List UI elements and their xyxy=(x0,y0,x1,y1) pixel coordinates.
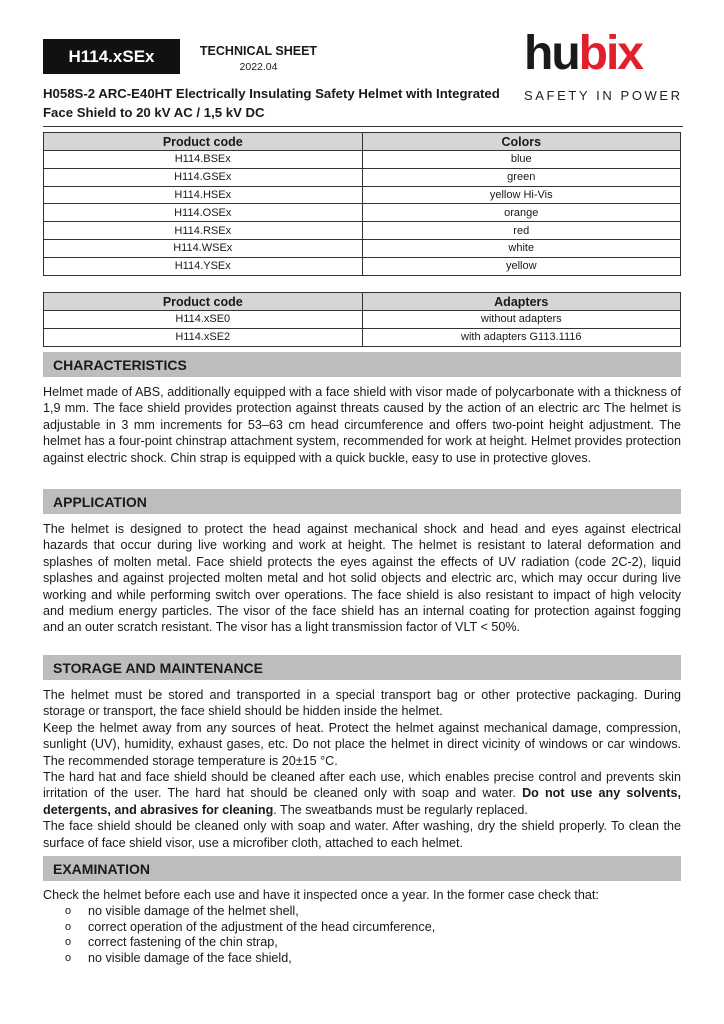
table-cell: without adapters xyxy=(362,311,681,329)
logo-mark-red: bix xyxy=(578,27,642,80)
table-cell: H114.YSEx xyxy=(44,257,363,275)
list-item-text: no visible damage of the helmet shell, xyxy=(88,904,299,918)
table-cell: yellow xyxy=(362,257,681,275)
logo-wordmark xyxy=(524,28,684,80)
table-cell: yellow Hi-Vis xyxy=(362,186,681,204)
storage-text xyxy=(43,687,681,851)
table-header: Adapters xyxy=(362,293,681,311)
table-cell: H114.GSEx xyxy=(44,168,363,186)
sheet-date: 2022.04 xyxy=(239,61,278,73)
list-item xyxy=(43,935,673,951)
document-headline: H058S-2 ARC-E40HT Electrically Insulating Safety Helmet with Integrated Face Shield to 20 kV AC / 1,5 kV DC xyxy=(43,86,500,120)
examination-checklist xyxy=(43,904,673,966)
sheet-title: TECHNICAL SHEET xyxy=(199,44,318,58)
section-header-storage: STORAGE AND MAINTENANCE xyxy=(43,655,681,680)
table-cell: H114.OSEx xyxy=(44,204,363,222)
examination-intro: Check the helmet before each use and have it inspected once a year. In the former case check that: xyxy=(43,888,599,902)
bullet-marker: o xyxy=(65,936,72,949)
table-cell: green xyxy=(362,168,681,186)
table-row xyxy=(44,328,681,346)
list-item-text: correct fastening of the chin strap, xyxy=(88,935,278,950)
storage-warning: Do not use any solvents, detergents, and abrasives for cleaning xyxy=(43,786,681,817)
table-row xyxy=(44,204,681,222)
table-cell: orange xyxy=(362,204,681,222)
list-item-text: correct operation of the adjustment of the head circumference, xyxy=(88,919,436,934)
bullet-marker: o xyxy=(65,951,72,964)
table-cell: H114.RSEx xyxy=(44,222,363,240)
table-row xyxy=(44,168,681,186)
adapters-table xyxy=(43,292,681,347)
storage-paragraph: The face shield should be cleaned only with soap and water. After washing, dry the shield properly. To clean the surface of face shield visor, use a microfiber cloth, attached to each helmet. xyxy=(43,819,681,850)
colors-table xyxy=(43,132,681,276)
table-cell: H114.HSEx xyxy=(44,186,363,204)
table-row xyxy=(44,257,681,275)
section-header-characteristics: CHARACTERISTICS xyxy=(43,352,681,377)
characteristics-text: Helmet made of ABS, additionally equipped with a face shield with visor made of polycarbonate with a thickness of 1,9 mm. The face shield provides protection against threats caused by the action of an electric arc The helmet is adjustable in 3 mm increments for 53–63 cm head circumference and offers two-point height adjustment. The helmet has a four-point chinstrap attachment system, recommended for work at height. Helmet provides protection against electric shock. Chin strap is equipped with a quick buckle, easy to use in protective gloves. xyxy=(43,385,681,465)
application-text: The helmet is designed to protect the head against mechanical shock and head and eyes against electrical hazards that occur during live working and work at height. The helmet is resistant to lateral deformation and splashes of molten metal. Face shield protects the eyes against the effects of UV radiation (code 2C-2), liquid splashes and against projected molten metal and hot solid objects and electric arc, which may occur during live working and while performing switch over operations. The face shield is also resistant to impact of high velocity and medium energy particles. The visor of the face shield has an internal coating for protection against fogging and an outer scratch resistant. The visor has a light transmission factor of VLT < 50%. xyxy=(43,522,681,635)
header-divider xyxy=(43,126,683,127)
table-cell: H114.BSEx xyxy=(44,151,363,169)
logo-tagline: SAFETY IN POWER xyxy=(524,88,683,103)
section-header-application: APPLICATION xyxy=(43,489,681,514)
table-cell: H114.xSE2 xyxy=(44,328,363,346)
section-header-examination: EXAMINATION xyxy=(43,856,681,881)
table-row xyxy=(44,311,681,329)
table-header: Colors xyxy=(362,133,681,151)
table-cell: H114.xSE0 xyxy=(44,311,363,329)
table-cell: H114.WSEx xyxy=(44,239,363,257)
bullet-marker: o xyxy=(65,920,72,933)
table-cell: blue xyxy=(362,151,681,169)
bullet-marker: o xyxy=(65,905,72,917)
table-row xyxy=(44,186,681,204)
list-item xyxy=(43,951,673,967)
storage-text-part: The hard hat and face shield should be cleaned after each use, which enables precise control and prevents skin irritation of the user. The hard hat should be cleaned only with soap and water. xyxy=(43,770,681,801)
table-row xyxy=(44,239,681,257)
list-item-text: no visible damage of the face shield, xyxy=(88,950,292,965)
list-item xyxy=(43,904,673,920)
table-row xyxy=(44,151,681,169)
storage-paragraph: The helmet must be stored and transported in a special transport bag or other protective packaging. During storage or transport, the face shield should be hidden inside the helmet. xyxy=(43,688,681,719)
table-cell: red xyxy=(362,222,681,240)
table-cell: white xyxy=(362,239,681,257)
product-code-badge: H114.xSEx xyxy=(43,39,180,74)
list-item xyxy=(43,920,673,936)
table-row xyxy=(44,222,681,240)
table-header: Product code xyxy=(44,293,363,311)
table-header: Product code xyxy=(44,133,363,151)
company-logo xyxy=(524,28,684,112)
storage-text-part: . The sweatbands must be regularly replaced. xyxy=(273,802,528,817)
storage-paragraph: Keep the helmet away from any sources of heat. Protect the helmet against mechanical damage, compression, sunlight (UV), humidity, exhaust gases, etc. Do not place the helmet in direct vicinity of windows or car windows. The recommended storage temperature is 20±15 °C. xyxy=(43,720,681,768)
storage-paragraph xyxy=(43,769,681,818)
logo-mark-dark: hu xyxy=(524,27,579,80)
table-cell: with adapters G113.1116 xyxy=(362,328,681,346)
